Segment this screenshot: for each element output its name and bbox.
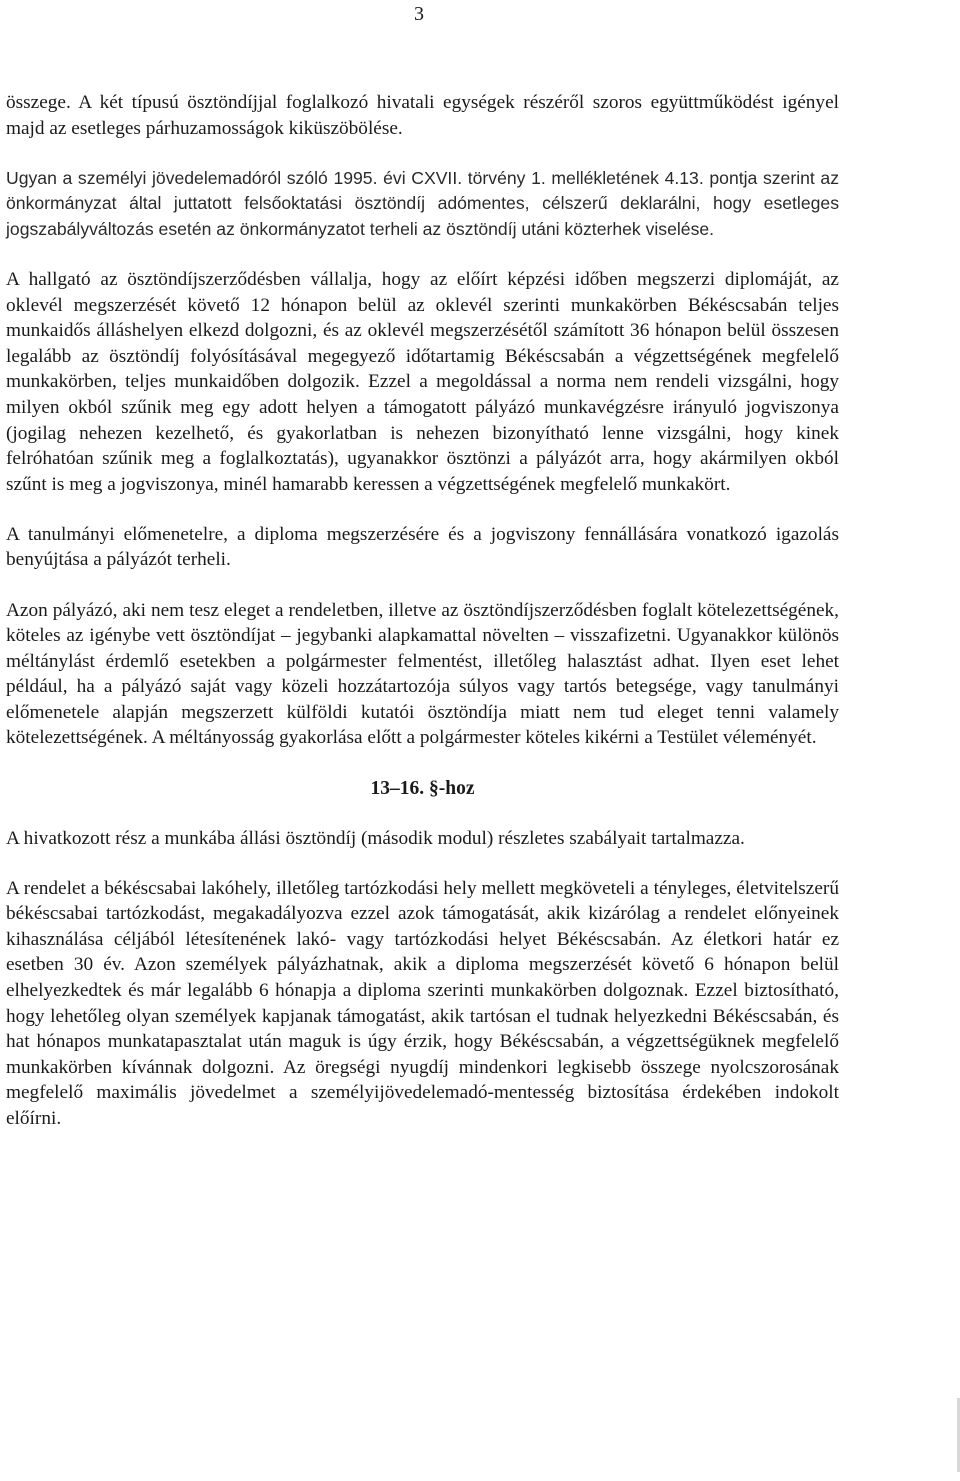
paragraph-student-obligations: A hallgató az ösztöndíjszerződésben vállalja, hogy az előírt képzési időben megszerzi diplomáját, az oklevél megszerzését követő 12 hónapon belül az oklevél szerinti munkakörben Békéscsabán teljes munkaidős álláshelyen elkezd dolgozni, és az oklevél megszerzésétől számított 36 hónapon belül összesen legalább az ösztöndíj folyósításával megegyező időtartamig Békéscsabán a végzettségének megfelelő munkakörben, teljes munkaidőben dolgozik. Ezzel a megoldással a norma nem rendeli vizsgálni, hogy milyen okból szűnik meg egy adott helyen a támogatott pályázó munkavégzésre irányuló jogviszonya (jogilag nehezen kezelhető, és gyakorlatban is nehezen bizonyítható lenne vizsgálni, hogy kinek felróhatóan szűnik meg a foglalkoztatás), ugyanakkor ösztönzi a pályázót arra, hogy akármilyen okból szűnt is meg a jogviszonya, minél hamarabb keressen a végzettségének megfelelő munkakört. <box>6 268 839 495</box>
paragraph-tax-exemption: Ugyan a személyi jövedelemadóról szóló 1995. évi CXVII. törvény 1. mellékletének 4.13. pontja szerint az önkormányzat által juttatott felsőoktatási ösztöndíj adómentes, célszerű deklarálni, hogy esetleges jogszabályváltozás esetén az önkormányzatot terheli az ösztöndíj utáni közterhek viselése. <box>6 167 839 239</box>
page-number: 3 <box>414 3 424 25</box>
paragraph-certificate-submission: A tanulmányi előmenetelre, a diploma megszerzésére és a jogviszony fennállására vonatkozó igazolás benyújtása a pályázót terheli. <box>6 523 839 571</box>
paragraph-scholarship-overlap: összege. A két típusú ösztöndíjjal foglalkozó hivatali egységek részéről szoros együttműködést igényel majd az esetleges párhuzamosságok kiküszöbölése. <box>6 92 839 139</box>
paragraph-residency-requirement: A rendelet a békéscsabai lakóhely, illetőleg tartózkodási hely mellett megköveteli a tényleges, életvitelszerű békéscsabai tartózkodást, megakadályozva ezzel azok támogatását, akik kizárólag a rendelet előnyeinek kihasználása céljából létesítenének lakó- vagy tartózkodási helyet Békéscsabán. Az életkori határ ez esetben 30 év. Azon személyek pályázhatnak, akik a diploma megszerzését követő 6 hónapon belül elhelyezkedtek és már legalább 6 hónapja a diploma szerinti munkakörben dolgoznak. Ezzel biztosítható, hogy lehetőleg olyan személyek kapjanak támogatást, akik tartósan el tudnak helyezkedni Békéscsabán, és hat hónapos munkatapasztalat után maguk is úgy érzik, hogy Békéscsabán, a végzettségüknek megfelelő munkakörben kívánnak dolgozni. Az öregségi nyugdíj mindenkori legkisebb összege nyolcszorosának megfelelő maximális jövedelmet a személyijövedelemadó-mentesség biztosítása érdekében indokolt előírni. <box>6 877 839 1129</box>
paragraph-repayment: Azon pályázó, aki nem tesz eleget a rendeletben, illetve az ösztöndíjszerződésben foglalt kötelezettségének, köteles az igénybe vett ösztöndíjat – jegybanki alapkamattal növelten – visszafizetni. Ugyanakkor különös méltánylást érdemlő esetekben a polgármester felmentést, illetőleg halasztást adhat. Ilyen eset lehet például, ha a pályázó saját vagy közeli hozzátartozója súlyos vagy tartós betegsége, vagy tanulmányi előmenetele alapján megszerzett külföldi kutatói ösztöndíja miatt nem tud eleget tenni valamely kötelezettségének. A méltányosság gyakorlása előtt a polgármester köteles kikérni a Testület véleményét. <box>6 599 839 749</box>
document-body <box>6 90 839 1132</box>
section-heading: 13–16. §-hoz <box>370 777 475 799</box>
paragraph-second-module: A hivatkozott rész a munkába állási ösztöndíj (második modul) részletes szabályait tartalmazza. <box>6 827 745 849</box>
